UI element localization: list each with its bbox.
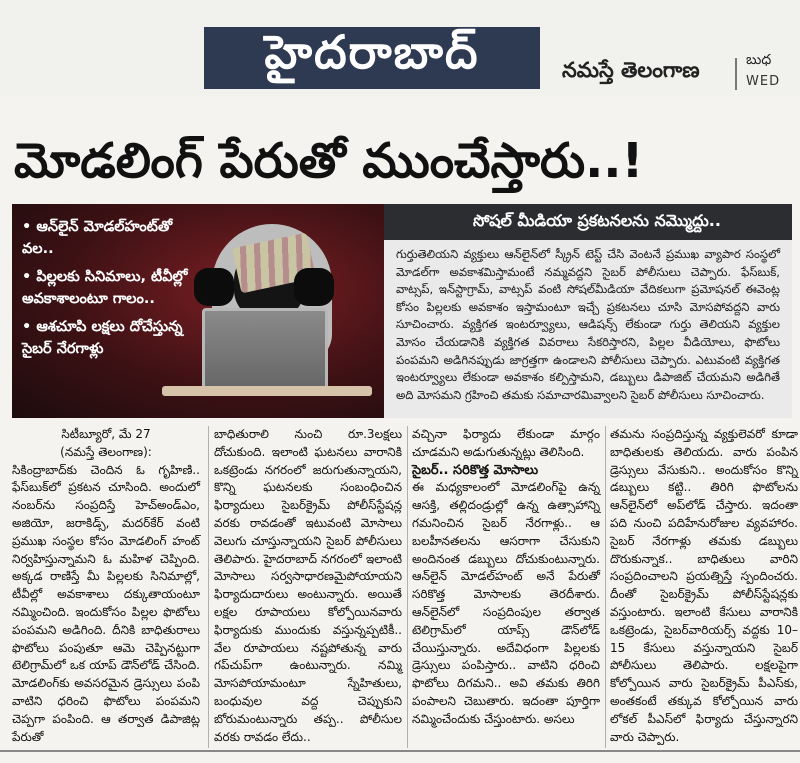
highlight-item: • ఆశచూపి లక్షలు దోచేస్తున్న సైబర్ నేరగాళ్లు [22,319,183,357]
section-subhead: సైబర్.. సరికొత్త మోసాలు [412,462,539,478]
article-column-2 [214,426,402,746]
masthead-title: హైదరాబాద్ [204,27,540,89]
article-column-4 [610,426,798,746]
advice-panel [384,204,792,418]
article-column-3 [412,426,600,729]
date-telugu: బుధ [746,52,772,68]
hacker-photo [12,204,410,418]
article-text: సికింద్రాబాద్‌కు చెందిన ఓ గృహిణి.. ఫేస్‌బుక్‌లో ప్రకటన చూసింది. అందులో నంబర్‌ను సంప్రదిస్తే హెచ్‌అండ్‌ఎం, అజియో, జరాకిడ్స్, మదర్‌కేర్ వంటి ప్రముఖ సంస్థల కోసం మోడలింగ్ హంట్ నిర్వహిస్తున్నామని ఓ మహిళ చెప్పింది. అక్కడ రాణిస్తే మీ పిల్లలకు సినిమాల్లో, టీవీల్లో అవకాశాలు దక్కుతాయంటూ నమ్మించింది. ఇందుకోసం పిల్లల ఫొటోలు పంపమని అడిగింది. దీనికి బాధితురాలు ఫొటోలు పంపుతూ ఆమె చెప్పినట్టుగా టెలిగ్రామ్‌లో ఒక యాప్ డౌన్‌లోడ్ చేసింది. మోడలింగ్‌కు అవసరమైన డ్రెస్సులు పంపి వాటిని ధరించి ఫొటోలు పంపమని చెప్పగా పంపింది. ఆ తర్వాత డిపాజిట్ల పేరుతో [12,462,200,744]
column-divider [605,426,606,748]
dateline-source: (నమస్తే తెలంగాణ): [60,444,152,459]
column-divider [407,426,408,748]
article-text: ఈ మధ్యకాలంలో మోడలింగ్‌పై ఉన్న ఆసక్తి, తల్లిదండ్రుల్లో ఉన్న ఉత్సాహాన్ని గమనించిన సైబర్ నేరగాళ్లు.. ఆ బలహీనతలను ఆసరాగా చేసుకుని అందినంత డబ్బులు దోచుకుంటున్నారు. ఆన్‌లైన్ మోడల్‌హంట్ అనే పేరుతో సరికొత్త మోసాలకు తెరదీశారు. ఆన్‌లైన్‌లో సంప్రదింపుల తర్వాత టెలిగ్రామ్‌లో యాప్స్ డౌన్‌లోడ్ చేయిస్తున్నారు. అదేవిధంగా పిల్లలకు డ్రెస్సులు పంపిస్తారు.. వాటిని ధరించి ఫొటోలు దిగమని.. అవి తమకు తిరిగి పంపాలని చెబుతారు. ఇదంతా పూర్తిగా నమ్మించేందుకు చేస్తుంటారు. అసలు [412,480,600,726]
main-headline: మోడలింగ్ పేరుతో ముంచేస్తారు..! [14,133,644,189]
article-column-1 [12,426,200,746]
laptop-icon [202,308,328,392]
highlight-item: • ఆన్‌లైన్ మోడల్‌హంట్‌తో వల.. [22,219,173,257]
article-text: వచ్చినా ఫిర్యాదు లేకుండా మార్గం చూడమని అడుగుతున్నట్లు తెలిసింది. [412,427,600,459]
advice-heading: సోషల్ మీడియా ప్రకటనలను నమ్మొద్దు.. [384,204,792,240]
highlight-item: • పిల్లలకు సినిమాలు, టీవీల్లో అవకాశాలంటూ గాలం.. [22,269,188,307]
bottom-rule [0,750,800,763]
article-text: తమను సంప్రదిస్తున్న వ్యక్తులెవరో కూడా బాధితులకు తెలియదు. వారు పంపిన డ్రెస్సులు వేసుకుని.. అందుకోసం కొన్ని డబ్బులు కట్టి.. తిరిగి ఫొటోలను ఆన్‌లైన్‌లో అప్‌లోడ్ చేస్తారు. ఇదంతా పది నుంచి పదిహేనురోజుల వ్యవహారం. సైబర్ నేరగాళ్లు తమకు డబ్బులు దొరుకున్నాక.. బాధితులు వారిని సంప్రదించాలని ప్రయత్నిస్తే స్పందించరు. దీంతో సైబర్‌క్రైమ్ పోలీస్‌స్టేషన్లకు వస్తుంటారు. ఇలాంటి కేసులు వారానికి ఒకట్రెండు, సైబర్‌వారియర్స్ వద్దకు 10–15 కేసులు వస్తున్నాయని సైబర్ పోలీసులు తెలిపారు. లక్షలపైగా కోల్పోయిన వారు సైబర్‌క్రైమ్ పీఎస్‌కు, అంతకంటే తక్కువ కోల్పోయిన వారు లోకల్ పీఎస్‌లో ఫిర్యాదు చేస్తున్నారని వారు చెప్పారు. [610,427,798,744]
desk-icon [162,386,372,396]
advice-body: గుర్తుతెలియని వ్యక్తులు ఆన్‌లైన్‌లో స్క్రీన్ టెస్ట్ చేసి వెంటనే ప్రముఖ వ్యాపార సంస్థలో మోడల్‌గా అవకాశమిస్తామంటే నమ్మవద్దని సైబర్ పోలీసులు చెప్పారు. ఫేస్‌బుక్, వాట్సప్, ఇన్‌స్టాగ్రామ్, వాట్సప్ వంటి సోషల్‌మీడియా వేదికలుగా ప్రమోషనల్ ఈవెంట్ల కోసం పిల్లలకు అవకాశం ఇస్తామంటూ ఇచ్చే ప్రకటనలు చూసి మోసపోవద్దని వారు సూచించారు. వ్యక్తిగత ఇంటర్వ్యూలు, ఆడిషన్స్ లేకుండా గుర్తు తెలియని వ్యక్తుల మోసం చేయడానికి వ్యక్తిగత వివరాలు సేకరిస్తారని, పిల్లల వీడియోలు, ఫొటోలు పంపమని అడిగినప్పుడు జాగ్రత్తగా ఉండాలని పోలీసులు చెప్పారు. ఎటువంటి వ్యక్తిగత ఇంటర్వ్యూలు లేకుండా అవకాశం కల్పిస్తామని, డబ్బులు డిపాజిట్ చేయమని అడిగితే అది మోసమని గ్రహించి తమకు సమాచారమివ్వాలని సైబర్ పోలీసులు సూచించారు. [396,247,780,402]
article-columns [12,426,796,748]
right-glove-icon [294,268,334,306]
dateline: సిటీబ్యూరో, మే 27 [61,427,151,441]
newspaper-brand: నమస్తే తెలంగాణ [562,58,700,82]
column-divider [208,426,209,748]
feature-box [12,204,792,418]
brand-divider [735,58,737,90]
highlights-list [22,216,204,366]
article-text: బాధితురాలి నుంచి రూ.3లక్షలు దోచుకుంది. ఇలాంటి ఘటనలు వారానికి ఒకట్రెండు నగరంలో జరుగుతున్నాయని, కొన్ని ఘటనలకు సంబంధించిన ఫిర్యాదులు సైబర్‌క్రైమ్ పోలీస్‌స్టేషన్ల వరకు రావడంతో ఇటువంటి మోసాలు వెలుగు చూస్తున్నాయని సైబర్ పోలీసులు తెలిపారు. హైదరాబాద్ నగరంలో ఇలాంటి మోసాలు సర్వసాధారణమైపోయాయని ఫిర్యాదుదారులు అంటున్నారు. అయితే లక్షల రూపాయలు కోల్పోయినవారు ఫిర్యాదుకు ముందుకు వస్తున్నప్పటికీ.. వేల రూపాయలు నష్టపోతున్న వారు గప్‌చుప్‌గా ఉంటున్నారు. నమ్మి మోసపోయామంటూ స్నేహితులు, బంధువుల వద్ద చెప్పుకుని బోరుమంటున్నారు తప్ప.. పోలీసుల వరకు రావడం లేదు.. [214,427,402,744]
date-english: WED [746,74,781,89]
